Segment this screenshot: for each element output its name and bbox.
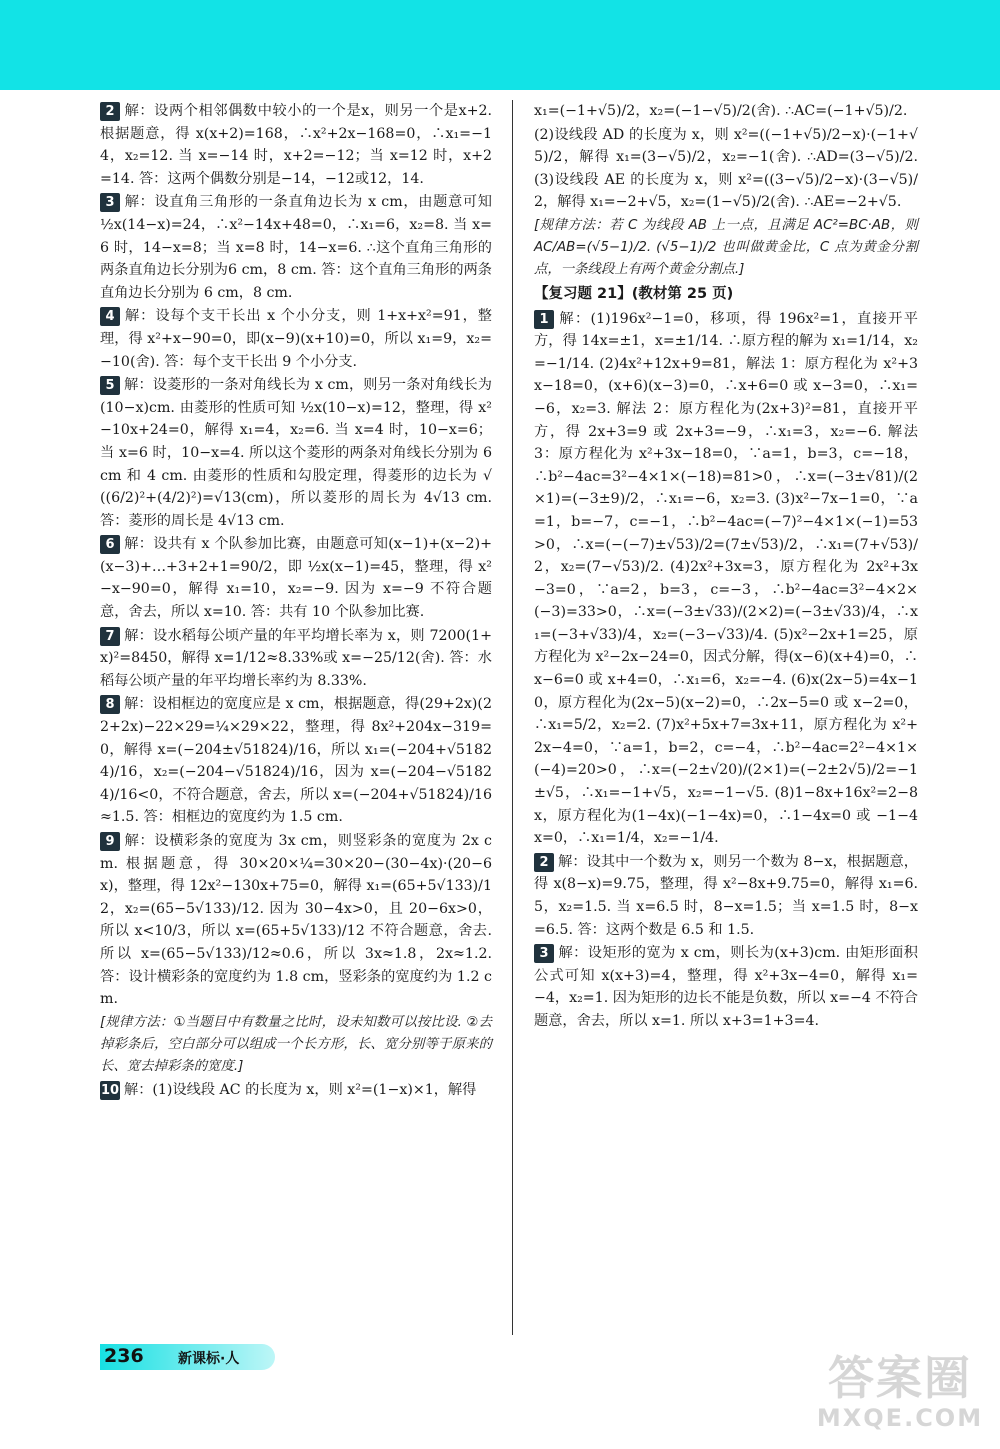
question-number-badge: 6 (100, 535, 120, 554)
answer-text: 解：设矩形的宽为 x cm，则长为(x+3)cm. 由矩形面积公式可知 x(x+3)=4，整理，得 x²+3x−4=0，解得 x₁=−4，x₂=1. 因为矩形的边长不能是负数，所以 x=−4 不符合题意，舍去，所以 x=1. 所以 x+3=1+3=4. (534, 945, 918, 1029)
answer-text: 解：设菱形的一条对角线长为 x cm，则另一条对角线长为(10−x)cm. 由菱形的性质可知 ½x(10−x)=12，整理，得 x²−10x+24=0，解得 x₁=4，x₂=6. 当 x=4 时，10−x=6；当 x=6 时，10−x=4. 所以这个菱形的两条对角线长分别为 6 cm 和 4 cm. 由菱形的性质和勾股定理，得菱形的边长为 √((6/2)²+(4/2)²)=√13(cm)，所以菱形的周长为 4√13 cm. 答：菱形的周长是 4√13 cm. (100, 377, 492, 529)
section-title: 【复习题 21】(教材第 25 页) (534, 285, 734, 302)
question-number-badge: 7 (100, 627, 120, 646)
right-column (534, 100, 918, 1034)
question-number-badge: 3 (100, 193, 120, 212)
answer-item (100, 305, 492, 373)
watermark (810, 1352, 990, 1442)
answer-item (100, 625, 492, 693)
answer-continuation: (2)设线段 AD 的长度为 x，则 x²=((−1+√5)/2−x)·(−1+√5)/2，解得 x₁=(3−√5)/2，x₂=−1(舍). ∴AD=(3−√5)/2. (3)设线段 AE 的长度为 x，则 x²=((3−√5)/2−x)·(3−√5)/2，解得 x₁=−2+√5，x₂=(1−√5)/2(舍). ∴AE=−2+√5. (534, 126, 918, 211)
answer-text: 解：(1)设线段 AC 的长度为 x，则 x²=(1−x)×1，解得 (124, 1081, 477, 1098)
answer-text: 解：设横彩条的宽度为 3x cm，则竖彩条的宽度为 2x cm. 根据题意，得 30×20×¼=30×20−(30−4x)·(20−6x)，整理，得 12x²−130x+75=0，解得 x₁=(65+5√133)/12，x₂=(65−5√133)/12. 因为 30−4x>0，且 20−6x>0，所以 x<10/3，所以 x=(65+5√133)/12 不符合题意，舍去. 所以 x=(65−5√133)/12≈0.6，所以 3x≈1.8，2x≈1.2. 答：设计横彩条的宽度约为 1.8 cm，竖彩条的宽度约为 1.2 cm. (100, 833, 492, 1008)
answer-item (100, 374, 492, 532)
question-number-badge: 9 (100, 832, 120, 851)
answer-item (100, 100, 492, 190)
answer-item (534, 851, 918, 941)
answer-continuation: x₁=(−1+√5)/2，x₂=(−1−√5)/2(舍). ∴AC=(−1+√5)/2. (534, 103, 908, 119)
column-divider (512, 100, 513, 1335)
answer-text: 解：设共有 x 个队参加比赛，由题意可知(x−1)+(x−2)+(x−3)+…+3+2+1=90/2，即 ½x(x−1)=45，整理，得 x²−x−90=0，解得 x₁=10，x₂=−9. 因为 x=−9 不符合题意，舍去，所以 x=10. 答：共有 10 个队参加比赛. (100, 536, 492, 621)
question-number-badge: 5 (100, 376, 120, 395)
answer-item (100, 693, 492, 829)
question-number-badge: 1 (534, 310, 554, 329)
question-number-badge: 3 (534, 944, 554, 963)
answer-text: 解：设其中一个数为 x，则另一个数为 8−x，根据题意，得 x(8−x)=9.75，整理，得 x²−8x+9.75=0，解得 x₁=6.5，x₂=1.5. 当 x=6.5 时，8−x=1.5；当 x=1.5 时，8−x=6.5. 答：这两个数是 6.5 和 1.5. (534, 853, 918, 938)
answer-item (100, 191, 492, 304)
answer-item (100, 533, 492, 623)
question-number-badge: 2 (534, 853, 554, 872)
answer-text: 解：设每个支干长出 x 个小分支，则 1+x+x²=91，整理，得 x²+x−90=0，即(x−9)(x+10)=0，所以 x₁=9，x₂=−10(舍). 答：每个支干长出 9 个小分支. (100, 308, 492, 370)
question-number-badge: 2 (100, 102, 120, 121)
page-number: 236 (104, 1345, 144, 1367)
question-number-badge: 10 (100, 1082, 120, 1098)
watermark-logo: 答案圈 (828, 1351, 972, 1405)
answer-item (534, 942, 918, 1032)
question-number-badge: 4 (100, 307, 120, 326)
method-note: [规律方法：①当题目中有数量之比时，设未知数可以按比设. ②去掉彩条后，空白部分可以组成一个长方形，长、宽分别等于原来的长、宽去掉彩条的宽度.] (100, 1014, 492, 1074)
page-footer (100, 1344, 275, 1370)
answer-item (534, 308, 918, 850)
series-label: 新课标·人 (178, 1351, 240, 1367)
left-column (100, 100, 492, 1102)
answer-text: 解：设直角三角形的一条直角边长为 x cm，由题意可知 ½x(14−x)=24，∴x²−14x+48=0，∴x₁=6，x₂=8. 当 x=6 时，14−x=8；当 x=8 时，14−x=6. ∴这个直角三角形的两条直角边长分别为6 cm，8 cm. 答：这个直角三角形的两条直角边长分别为 6 cm，8 cm. (100, 194, 492, 301)
answer-text: 解：(1)196x²−1=0，移项，得 196x²=1，直接开平方，得 14x=±1，x=±1/14. ∴原方程的解为 x₁=1/14，x₂=−1/14. (2)4x²+12x+9=81，解法 1：原方程化为 x²+3x−18=0，(x+6)(x−3)=0，∴x+6=0 或 x−3=0，∴x₁=−6，x₂=3. 解法 2：原方程化为(2x+3)²=81，直接开平方，得 2x+3=9 或 2x+3=−9，∴x₁=3，x₂=−6. 解法 3：原方程化为 x²+3x−18=0，∵a=1，b=3，c=−18，∴b²−4ac=3²−4×1×(−18)=81>0，∴x=(−3±√81)/(2×1)=(−3±9)/2，∴x₁=−6，x₂=3. (3)x²−7x−1=0，∵a=1，b=−7，c=−1，∴b²−4ac=(−7)²−4×1×(−1)=53>0，∴x=(−(−7)±√53)/2=(7±√53)/2，∴x₁=(7+√53)/2，x₂=(7−√53)/2. (4)2x²+3x=3，原方程化为 2x²+3x−3=0，∵a=2，b=3，c=−3，∴b²−4ac=3²−4×2×(−3)=33>0，∴x=(−3±√33)/(2×2)=(−3±√33)/4，∴x₁=(−3+√33)/4，x₂=(−3−√33)/4. (5)x²−2x+1=25，原方程化为 x²−2x−24=0，因式分解，得(x−6)(x+4)=0，∴x−6=0 或 x+4=0，∴x₁=6，x₂=−4. (6)x(2x−5)=4x−10，原方程化为(2x−5)(x−2)=0，∴2x−5=0 或 x−2=0，∴x₁=5/2，x₂=2. (7)x²+5x+7=3x+11，原方程化为 x²+2x−4=0，∵a=1，b=2，c=−4，∴b²−4ac=2²−4×1×(−4)=20>0，∴x=(−2±√20)/(2×1)=(−2±2√5)/2=−1±√5，∴x₁=−1+√5，x₂=−1−√5. (8)1−8x+16x²=2−8x，原方程化为(1−4x)(−1−4x)=0，∴1−4x=0 或 −1−4x=0，∴x₁=1/4，x₂=−1/4. (534, 310, 918, 847)
answer-item (100, 1079, 492, 1102)
method-note: [规律方法：若 C 为线段 AB 上一点，且满足 AC²=BC·AB，则 AC/AB=(√5−1)/2. (√5−1)/2 也叫做黄金比，C 点为黄金分割点，一条线段上有两个黄金分割点.] (534, 217, 918, 277)
answer-item (100, 830, 492, 1011)
answer-text: 解：设两个相邻偶数中较小的一个是x，则另一个是x+2. 根据题意，得 x(x+2)=168，∴x²+2x−168=0，∴x₁=−14，x₂=12. 当 x=−14 时，x+2=−12；当 x=12 时，x+2=14. 答：这两个偶数分别是−14，−12或12，14. (100, 103, 492, 187)
question-number-badge: 8 (100, 695, 120, 714)
answer-text: 解：设水稻每公顷产量的年平均增长率为 x，则 7200(1+x)²=8450，解得 x=1/12≈8.33%或 x=−25/12(舍). 答：水稻每公顷产量的年平均增长率约为 8.33%. (100, 627, 492, 689)
header-band (0, 0, 1000, 90)
answer-text: 解：设相框边的宽度应是 x cm，根据题意，得(29+2x)(22+2x)−22×29=¼×29×22，整理，得 8x²+204x−319=0，解得 x=(−204±√51824)/16，所以 x₁=(−204+√51824)/16，x₂=(−204−√51824)/16，因为 x=(−204−√51824)/16<0，不符合题意，舍去，所以 x=(−204+√51824)/16≈1.5. 答：相框边的宽度约为 1.5 cm. (100, 696, 492, 826)
watermark-site: MXQE.COM (816, 1404, 984, 1432)
